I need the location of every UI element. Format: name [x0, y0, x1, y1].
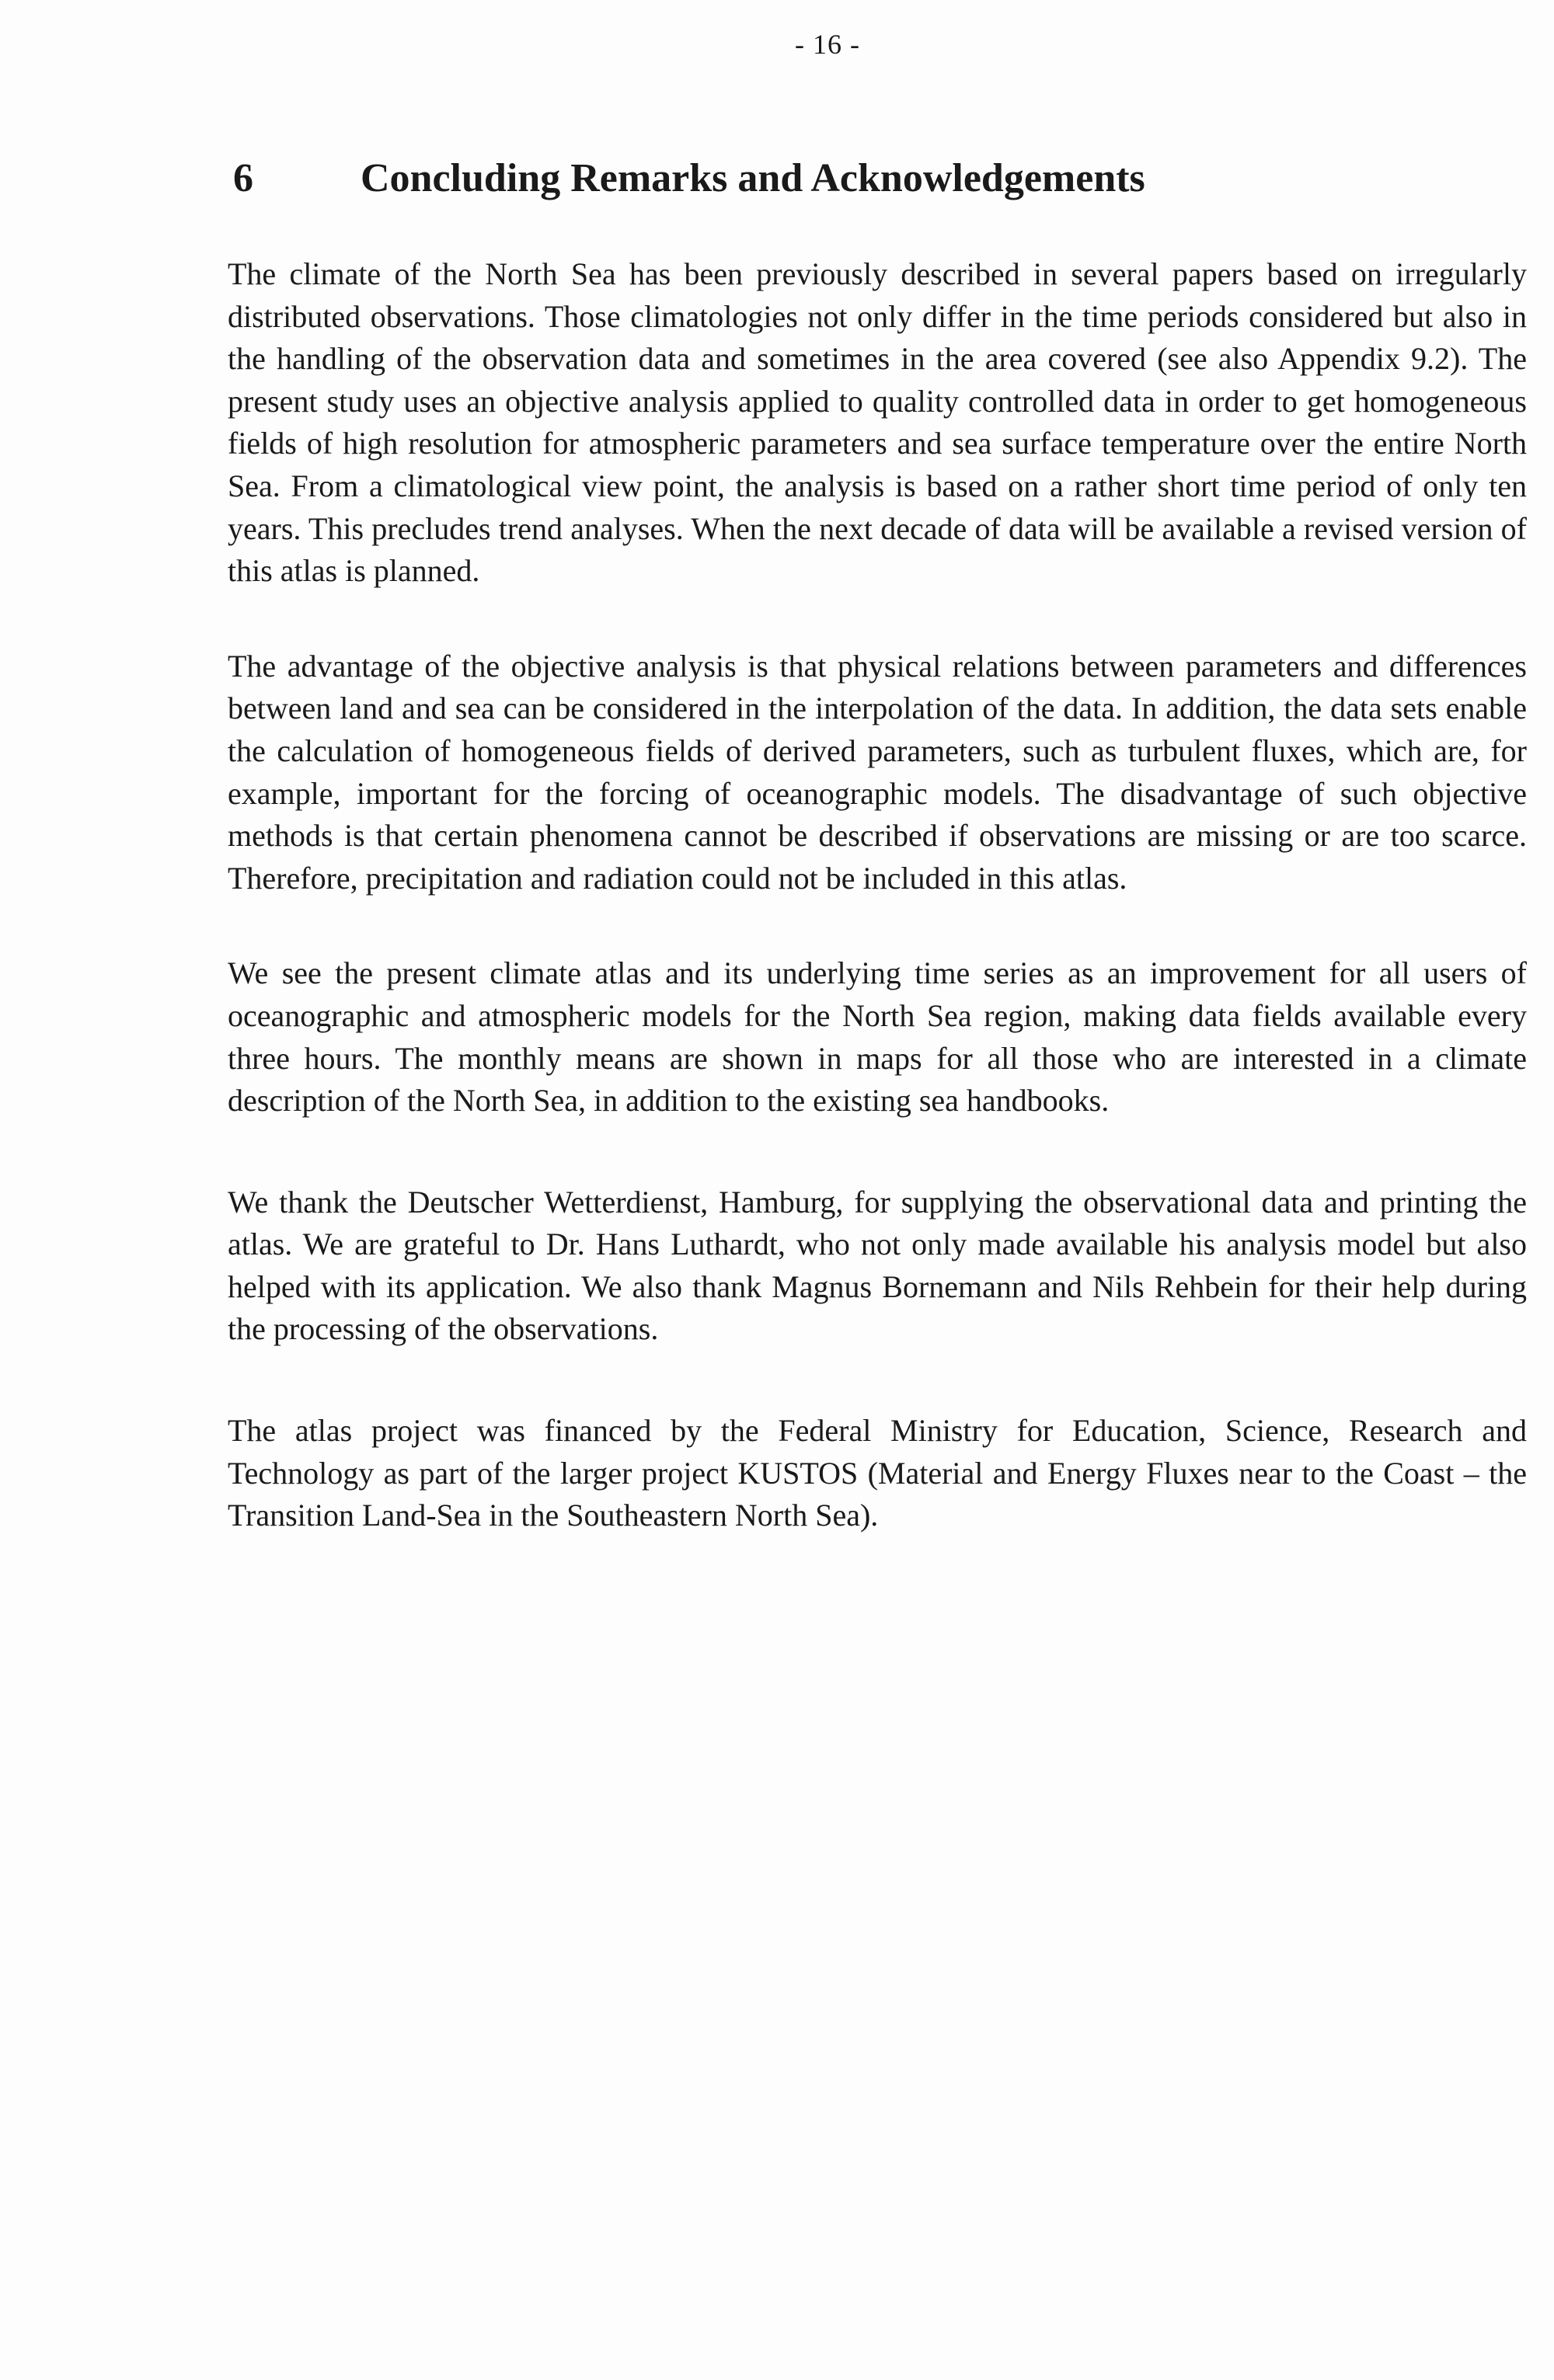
section-heading — [233, 154, 1523, 204]
body-text — [228, 253, 1527, 1590]
paragraph-acknowledgements: We thank the Deutscher Wetterdienst, Hamburg, for supplying the observational data and printing the atlas. We are grateful to Dr. Hans Luthardt, who not only made available his analysis model but also helped with its application. We also thank Magnus Bornemann and Nils Rehbein for their help during the processing of the observations. — [228, 1184, 1527, 1347]
page-number: - 16 - — [795, 29, 860, 60]
paragraph-intro: The climate of the North Sea has been previously described in several papers based on irregularly distributed observations. Those climatologies not only differ in the time periods considered but also in the handling of the observation data and sometimes in the area covered (see also Appendix 9.2). The present study uses an objective analysis applied to quality controlled data in order to get homogeneous fields of high resolution for atmospheric parameters and sea surface temperature over the entire North Sea. From a climatological view point, the analysis is based on a rather short time period of only ten years. This precludes trend analyses. When the next decade of data will be available a revised version of this atlas is planned. — [228, 256, 1527, 589]
section-number: 6 — [233, 156, 253, 200]
section-title: Concluding Remarks and Acknowledgements — [361, 156, 1145, 200]
paragraph-atlas-users: We see the present climate atlas and its underlying time series as an improvement for all users of oceanographic and atmospheric models for the North Sea region, making data fields available every three hours. The monthly means are shown in maps for all those who are interested in a climate description of the North Sea, in addition to the existing sea handbooks. — [228, 955, 1527, 1119]
paragraph-funding: The atlas project was financed by the Federal Ministry for Education, Science, Research and Technology as part of the larger project KUSTOS (Material and Energy Fluxes near to the Coast – the Transition Land-Sea in the Southeastern North Sea). — [228, 1413, 1527, 1533]
paragraph-objective-analysis: The advantage of the objective analysis is that physical relations between parameters and differences between land and sea can be considered in the interpolation of the data. In addition, the data sets enable the calculation of homogeneous fields of derived parameters, such as turbulent fluxes, which are, for example, important for the forcing of oceanographic models. The disadvantage of such objective methods is that certain phenomena cannot be described if observations are missing or are too scarce. Therefore, precipitation and radiation could not be included in this atlas. — [228, 648, 1527, 896]
